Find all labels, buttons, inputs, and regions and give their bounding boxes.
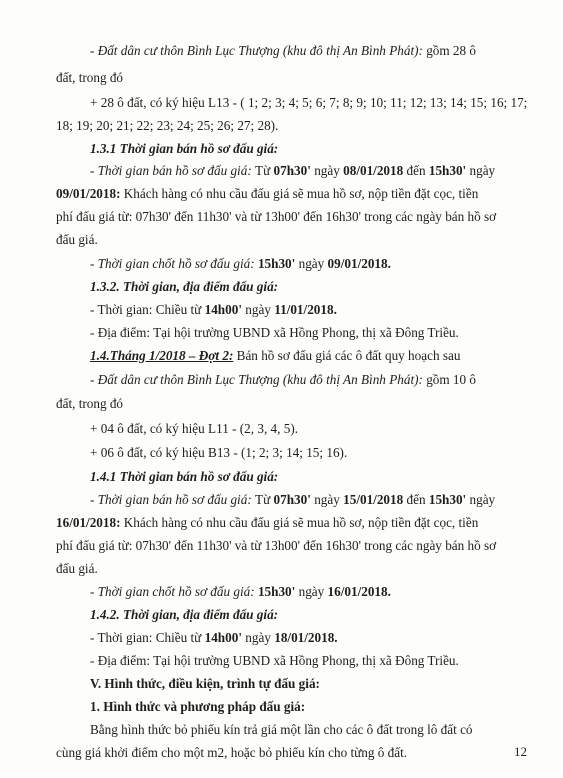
text-line (56, 209, 496, 225)
text-line (90, 699, 305, 715)
text-run: 1.4.1 Thời gian bán hồ sơ đấu giá: (90, 469, 279, 484)
text-run: + 04 ô đất, có ký hiệu L11 - (2, 3, 4, 5). (90, 421, 299, 436)
text-line (90, 492, 495, 508)
text-run: 18/01/2018. (274, 630, 338, 645)
text-run: Từ (255, 163, 274, 178)
text-line (90, 676, 320, 692)
text-run: - Đất dân cư thôn Bình Lục Thượng (khu đô thị An Bình Phát): (90, 43, 427, 58)
text-run: ngày (295, 584, 328, 599)
text-run: 1.4.2. Thời gian, địa điểm đấu giá: (90, 607, 279, 622)
text-line (90, 163, 495, 179)
text-line (90, 653, 459, 669)
text-run: 07h30' (273, 163, 311, 178)
text-line (56, 118, 278, 134)
text-line (90, 141, 278, 157)
text-run: 14h00' (204, 302, 242, 317)
text-run: 15/01/2018 (343, 492, 404, 507)
text-run: 1.3.1 Thời gian bán hồ sơ đấu giá: (90, 141, 279, 156)
text-run: ngày (466, 163, 496, 178)
text-run: ngày (295, 256, 328, 271)
text-run: 09/01/2018: (56, 186, 121, 201)
text-run: đến (403, 163, 429, 178)
text-run: - Thời gian chốt hồ sơ đấu giá: (90, 256, 258, 271)
text-run: - Địa điểm: Tại hội trường UBND xã Hồng Phong, thị xã Đông Triều. (90, 653, 459, 668)
text-line (90, 348, 460, 364)
text-run: - Thời gian bán hồ sơ đấu giá: (90, 492, 256, 507)
text-run: + 28 ô đất, có ký hiệu L13 - ( 1; 2; 3; 4; 5; 6; 7; 8; 9; 10; 11; 12; 13; 14; 15; 16; 17; (90, 95, 528, 110)
text-line (56, 232, 98, 248)
text-run: ngày (241, 630, 275, 645)
text-line (90, 279, 278, 295)
text-run: phí đấu giá từ: 07h30' đến 11h30' và từ 13h00' đến 16h30' trong các ngày bán hồ sơ (56, 538, 497, 553)
text-run: 1.4.Tháng 1/2018 – Đợt 2: (90, 348, 234, 363)
text-run: - Địa điểm: Tại hội trường UBND xã Hồng Phong, thị xã Đông Triều. (90, 325, 459, 340)
text-run: đấu giá. (56, 561, 98, 576)
text-run: đất, trong đó (56, 70, 124, 85)
text-run: ngày (310, 163, 344, 178)
text-line (90, 445, 347, 461)
text-line (56, 70, 123, 86)
text-run: Khách hàng có nhu cầu đấu giá sẽ mua hồ sơ, nộp tiền đặt cọc, tiền (120, 515, 479, 530)
text-run: 18; 19; 20; 21; 22; 23; 24; 25; 26; 27; 28). (56, 118, 279, 133)
text-run: ngày (310, 492, 344, 507)
text-line (90, 302, 337, 318)
text-run: 15h30' (428, 492, 467, 507)
text-run: 09/01/2018. (327, 256, 391, 271)
text-line (56, 515, 478, 531)
text-line (56, 396, 123, 412)
text-run: - Thời gian chốt hồ sơ đấu giá: (90, 584, 258, 599)
text-line (56, 538, 496, 554)
text-line (90, 372, 476, 388)
text-run: Khách hàng có nhu cầu đấu giá sẽ mua hồ sơ, nộp tiền đặt cọc, tiền (120, 186, 479, 201)
text-line (90, 722, 473, 738)
text-run: gồm 28 ô (426, 43, 477, 58)
text-run: 16/01/2018: (56, 515, 121, 530)
text-run: 1.3.2. Thời gian, địa điểm đấu giá: (90, 279, 279, 294)
text-line (90, 325, 459, 341)
text-line (56, 186, 478, 202)
text-run: - Thời gian: Chiều từ (90, 630, 205, 645)
text-line (56, 745, 407, 761)
text-run: - Thời gian: Chiều từ (90, 302, 205, 317)
text-run: ngày (241, 302, 275, 317)
text-run: + 06 ô đất, có ký hiệu B13 - (1; 2; 3; 14; 15; 16). (90, 445, 348, 460)
text-run: Từ (255, 492, 274, 507)
text-run: Bằng hình thức bỏ phiếu kín trả giá một lần cho các ô đất trong lô đất có (90, 722, 473, 737)
text-line (90, 584, 391, 600)
text-run: 15h30' (257, 256, 296, 271)
text-run: gồm 10 ô (426, 372, 477, 387)
text-run: phí đấu giá từ: 07h30' đến 11h30' và từ 13h00' đến 16h30' trong các ngày bán hồ sơ (56, 209, 497, 224)
text-run: ngày (466, 492, 496, 507)
text-run: đất, trong đó (56, 396, 124, 411)
text-line (90, 469, 278, 485)
text-line (90, 43, 476, 59)
text-run: Bán hồ sơ đấu giá các ô đất quy hoạch sau (233, 348, 461, 363)
text-line (90, 630, 338, 646)
text-run: cùng giá khởi điểm cho một m2, hoặc bỏ phiếu kín cho từng ô đất. (56, 745, 408, 760)
text-line (90, 95, 527, 111)
text-line (90, 607, 278, 623)
text-run: - Đất dân cư thôn Bình Lục Thượng (khu đô thị An Bình Phát): (90, 372, 427, 387)
page-number: 12 (514, 744, 527, 759)
text-run: 1. Hình thức và phương pháp đấu giá: (90, 699, 306, 714)
text-run: 11/01/2018. (274, 302, 337, 317)
text-line (90, 256, 391, 272)
text-run: 14h00' (204, 630, 242, 645)
text-run: đến (403, 492, 429, 507)
text-line (56, 561, 98, 577)
text-run: 07h30' (273, 492, 311, 507)
text-run: đấu giá. (56, 232, 98, 247)
text-run: - Thời gian bán hồ sơ đấu giá: (90, 163, 256, 178)
text-run: 16/01/2018. (327, 584, 391, 599)
text-run: 15h30' (257, 584, 296, 599)
text-run: 08/01/2018 (343, 163, 404, 178)
text-run: V. Hình thức, điều kiện, trình tự đấu giá: (90, 676, 320, 691)
text-run: 15h30' (428, 163, 467, 178)
text-line (90, 421, 298, 437)
